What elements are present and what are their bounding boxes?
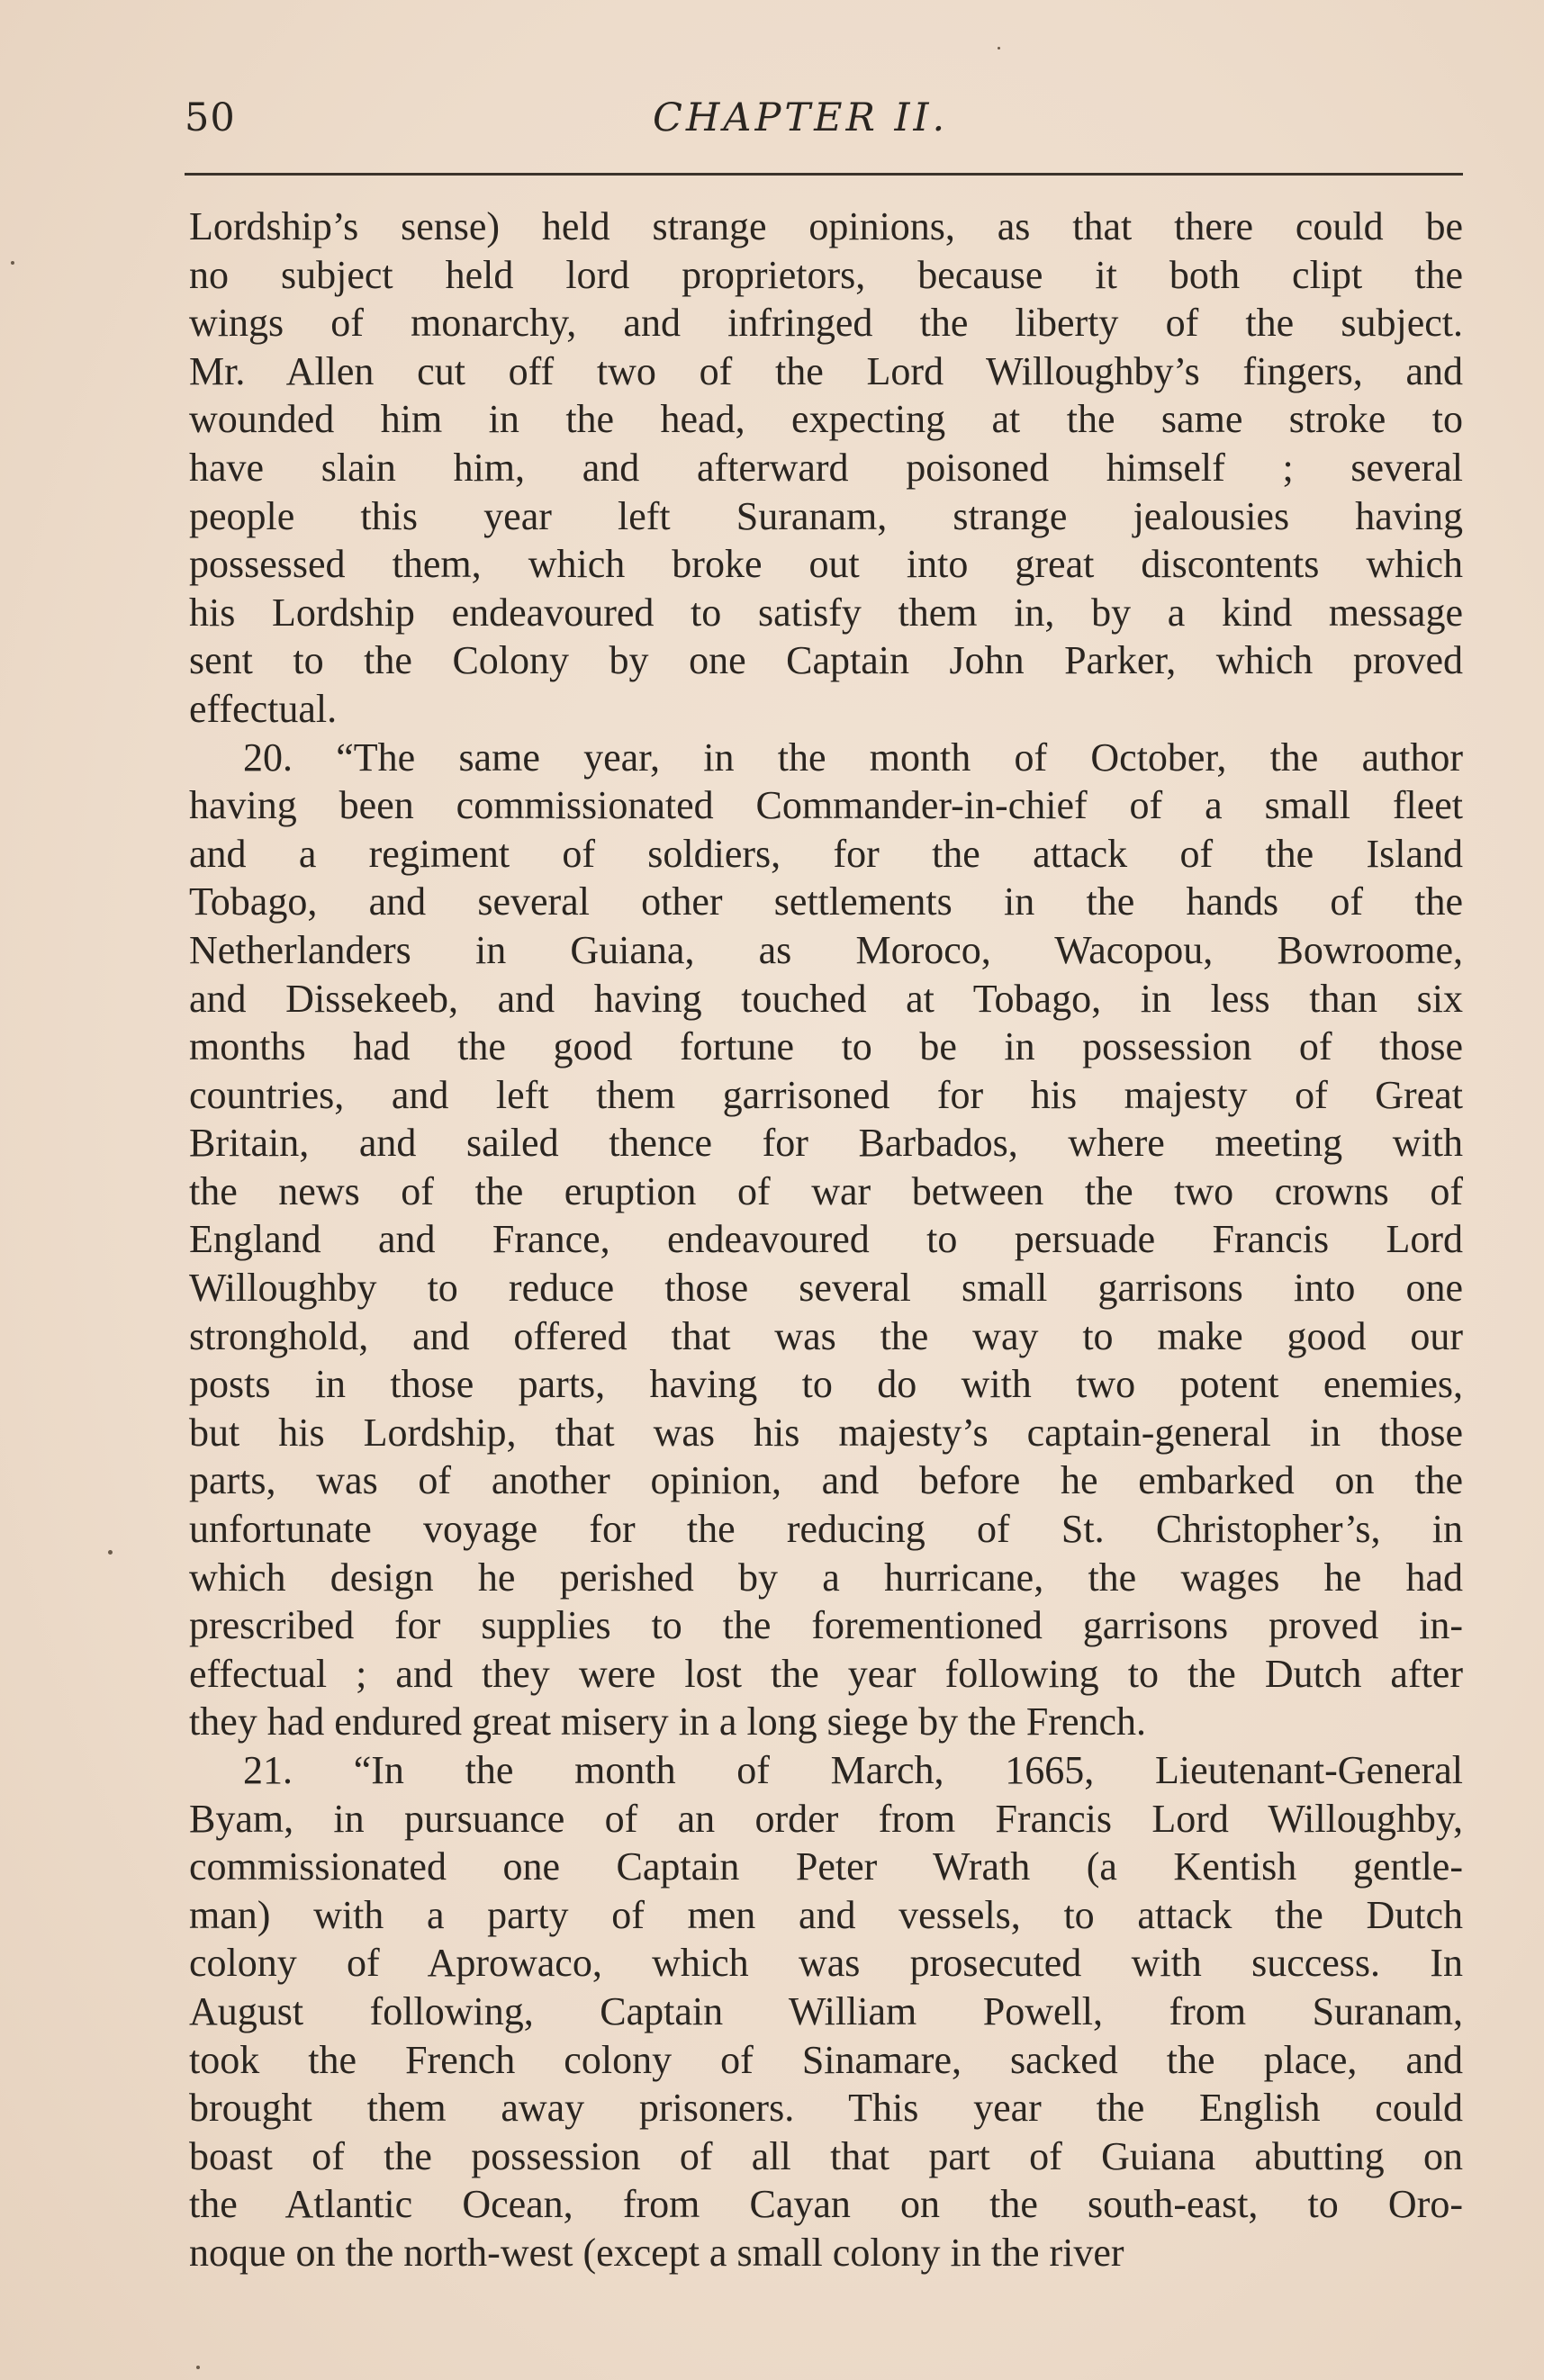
text-line: brought them away prisoners. This year the English could <box>189 2086 1463 2131</box>
text-line: stronghold, and offered that was the way to make good our <box>189 1313 1463 1358</box>
text-line: Willoughby to reduce those several small garrisons into one <box>189 1266 1463 1311</box>
text-line: Britain, and sailed thence for Barbados, where meeting with <box>189 1121 1463 1166</box>
text-line: wounded him in the head, expecting at the same stroke to <box>189 397 1463 442</box>
text-line: Netherlanders in Guiana, as Moroco, Wacopou, Bowroome, <box>189 927 1463 972</box>
text-line: Lordship’s sense) held strange opinions, as that there could be <box>189 204 1463 248</box>
paragraph-20-start: 20. “The same year, in the month of October, the author <box>243 735 1463 780</box>
paper-speck <box>108 1550 113 1555</box>
paper-speck <box>998 47 1000 50</box>
text-line: effectual. <box>189 686 338 731</box>
text-line: parts, was of another opinion, and before he embarked on the <box>189 1458 1463 1503</box>
text-line: unfortunate voyage for the reducing of St. Christopher’s, in <box>189 1507 1463 1552</box>
text-line: and Dissekeeb, and having touched at Tobago, in less than six <box>189 976 1463 1021</box>
text-line: took the French colony of Sinamare, sacked the place, and <box>189 2037 1463 2082</box>
text-line: no subject held lord proprietors, because it both clipt the <box>189 252 1463 297</box>
text-line: Byam, in pursuance of an order from Francis Lord Willoughby, <box>189 1796 1463 1841</box>
page-number: 50 <box>185 95 236 140</box>
text-line: Mr. Allen cut off two of the Lord Willoughby’s fingers, and <box>189 348 1463 393</box>
paper-speck <box>196 2366 200 2369</box>
text-line: posts in those parts, having to do with two potent enemies, <box>189 1362 1463 1407</box>
text-line: which design he perished by a hurricane, the wages he had <box>189 1555 1463 1600</box>
text-line: his Lordship endeavoured to satisfy them in, by a kind message <box>189 590 1463 635</box>
text-line: effectual ; and they were lost the year following to the Dutch after <box>189 1651 1463 1696</box>
text-line: the news of the eruption of war between the two crowns of <box>189 1168 1463 1213</box>
text-line: noque on the north-west (except a small colony in the river <box>189 2230 1124 2275</box>
text-line: countries, and left them garrisoned for his majesty of Great <box>189 1072 1463 1117</box>
text-line: man) with a party of men and vessels, to attack the Dutch <box>189 1892 1463 1937</box>
text-line: have slain him, and afterward poisoned himself ; several <box>189 445 1463 490</box>
text-line: Tobago, and several other settlements in the hands of the <box>189 879 1463 924</box>
body-text <box>189 203 1463 2277</box>
text-line: England and France, endeavoured to persuade Francis Lord <box>189 1217 1463 1262</box>
text-line: sent to the Colony by one Captain John Parker, which proved <box>189 638 1463 683</box>
paper-speck <box>11 261 14 265</box>
text-line: prescribed for supplies to the forementioned garrisons proved in- <box>189 1603 1463 1648</box>
text-line: months had the good fortune to be in possession of those <box>189 1024 1463 1069</box>
text-line: colony of Aprowaco, which was prosecuted with success. In <box>189 1941 1463 1986</box>
paragraph-21-start: 21. “In the month of March, 1665, Lieutenant-General <box>243 1748 1463 1792</box>
text-line: and a regiment of soldiers, for the attack of the Island <box>189 831 1463 876</box>
header-rule <box>185 173 1463 176</box>
page-header <box>185 90 1463 162</box>
text-line: people this year left Suranam, strange jealousies having <box>189 493 1463 538</box>
running-head: CHAPTER II. <box>653 95 949 140</box>
text-line: August following, Captain William Powell, from Suranam, <box>189 1988 1463 2033</box>
text-line: boast of the possession of all that part of Guiana abutting on <box>189 2133 1463 2178</box>
text-line: but his Lordship, that was his majesty’s captain-general in those <box>189 1410 1463 1455</box>
text-line: they had endured great misery in a long siege by the French. <box>189 1699 1147 1744</box>
text-line: commissionated one Captain Peter Wrath (a Kentish gentle- <box>189 1844 1463 1889</box>
text-line: possessed them, which broke out into great discontents which <box>189 542 1463 587</box>
text-line: the Atlantic Ocean, from Cayan on the south-east, to Oro- <box>189 2182 1463 2227</box>
text-line: having been commissionated Commander-in-chief of a small fleet <box>189 783 1463 828</box>
text-line: wings of monarchy, and infringed the liberty of the subject. <box>189 301 1463 346</box>
